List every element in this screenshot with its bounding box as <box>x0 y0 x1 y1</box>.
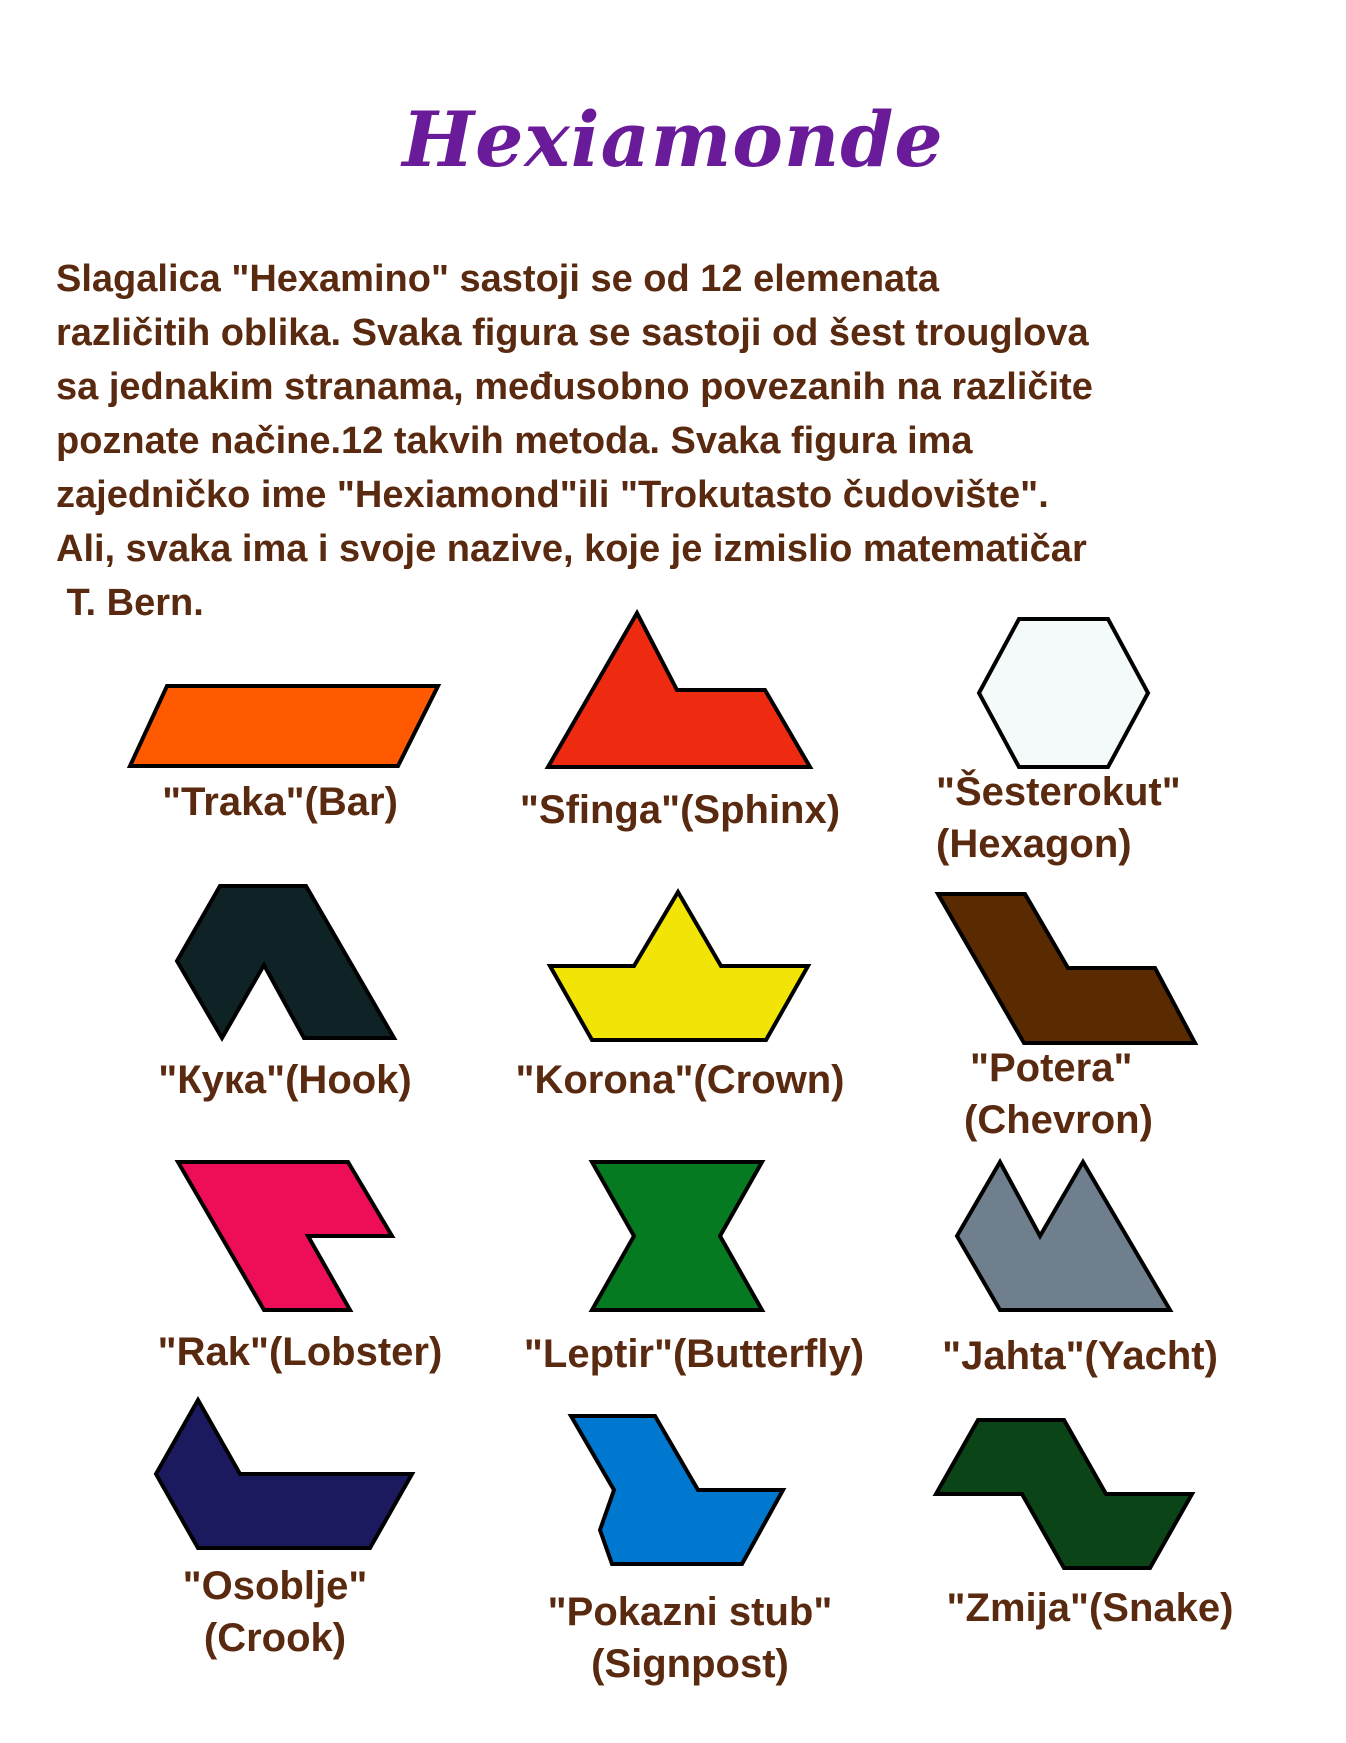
lobster-shape <box>178 1162 392 1310</box>
yacht-shape <box>957 1162 1170 1310</box>
bar-shape <box>130 686 438 766</box>
sphinx-shape <box>548 613 810 767</box>
crook-shape <box>156 1400 412 1548</box>
yacht-caption: "Jahta"(Yacht) <box>942 1334 1218 1378</box>
hook-caption: "Кука"(Hook) <box>158 1058 412 1102</box>
sphinx-caption: "Sfinga"(Sphinx) <box>519 788 841 832</box>
intro-line: T. Bern. <box>56 582 204 624</box>
intro-line: Ali, svaka ima i svoje nazive, koje je izmislio matematičar <box>56 528 1087 570</box>
lobster-caption: "Rak"(Lobster) <box>157 1330 443 1374</box>
chevron-caption: "Potera" (Chevron) <box>964 1046 1153 1142</box>
page-title: Hexiamonde <box>402 95 944 184</box>
crown-shape <box>550 892 808 1040</box>
butterfly-caption: "Leptir"(Butterfly) <box>523 1332 865 1376</box>
intro-line: Slagalica "Hexamino" sastoji se od 12 elemenata <box>56 258 939 300</box>
signpost-shape <box>571 1416 783 1564</box>
intro-line: poznate načine.12 takvih metoda. Svaka figura ima <box>56 420 973 462</box>
hexagon-caption: "Šesterokut" (Hexagon) <box>936 770 1181 866</box>
chevron-shape <box>938 894 1195 1043</box>
snake-caption: "Zmija"(Snake) <box>946 1586 1234 1630</box>
crook-caption: "Osoblje" (Crook) <box>182 1564 368 1660</box>
butterfly-shape <box>592 1162 762 1310</box>
intro-line: sa jednakim stranama, međusobno povezanih na različite <box>56 366 1093 408</box>
bar-caption: "Traka"(Bar) <box>162 780 398 824</box>
snake-shape <box>936 1420 1192 1568</box>
intro-line: zajedničko ime "Hexiamond"ili "Trokutasto čudovište". <box>56 474 1049 516</box>
intro-line: različitih oblika. Svaka figura se sastoji od šest trouglova <box>56 312 1089 354</box>
hook-shape <box>177 886 394 1038</box>
signpost-caption: "Pokazni stub" (Signpost) <box>547 1590 833 1686</box>
hexagon-shape <box>979 619 1148 767</box>
crown-caption: "Korona"(Crown) <box>515 1058 845 1102</box>
